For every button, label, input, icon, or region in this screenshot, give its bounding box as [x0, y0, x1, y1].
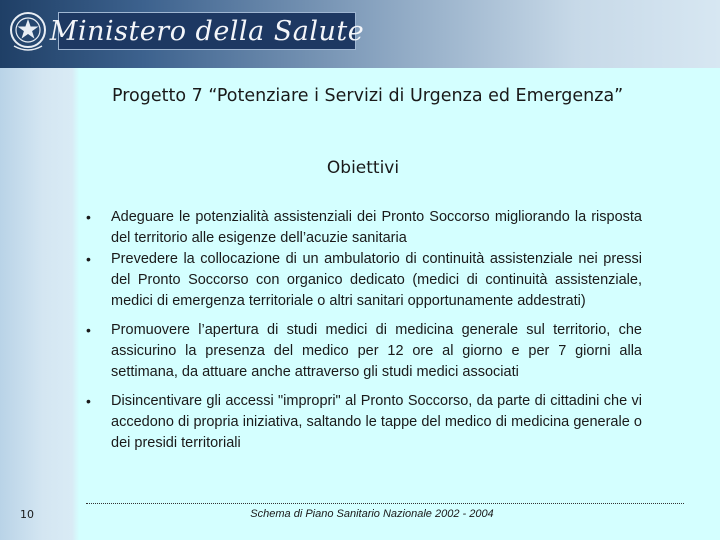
- slide-subtitle: [0, 158, 720, 178]
- list-item: [86, 249, 642, 312]
- bullet-icon: •: [86, 393, 91, 409]
- list-item-text: Adeguare le potenzialità assistenziali dei Pronto Soccorso migliorando la risposta del territorio alle esigenze dell’acuzie sanitaria: [111, 209, 642, 246]
- list-item: [86, 320, 642, 383]
- subtitle-text: Obiettivi: [326, 158, 400, 178]
- slide-title: Progetto 7 “Potenziare i Servizi di Urgenza ed Emergenza”: [112, 86, 624, 106]
- page-number: 10: [20, 508, 34, 521]
- footer-caption: Schema di Piano Sanitario Nazionale 2002 - 2004: [250, 508, 494, 520]
- bullet-icon: •: [86, 251, 91, 267]
- bullet-icon: •: [86, 209, 91, 225]
- ministry-logo-text: Ministero della Salute: [49, 15, 365, 47]
- list-item-text: Disincentivare gli accessi "impropri" al Pronto Soccorso, da parte di cittadini che vi accedono di propria iniziativa, saltando le tappe del medico di medicina generale o dei presidi territoriali: [111, 393, 642, 451]
- header-band: [0, 0, 720, 68]
- bullet-icon: •: [86, 322, 91, 338]
- list-item-text: Promuovere l’apertura di studi medici di medicina generale sul territorio, che assicurino la presenza del medico per 12 ore al giorno e per 7 giorni alla settimana, da attuare anche attraverso gli studi medici associati: [111, 322, 642, 380]
- list-item: [86, 207, 642, 249]
- footer-divider: [86, 503, 684, 504]
- objectives-list: [86, 207, 642, 454]
- ministry-logo: [49, 12, 365, 50]
- list-item: [86, 391, 642, 454]
- list-item-text: Prevedere la collocazione di un ambulatorio di continuità assistenziale nei pressi del Pronto Soccorso con organico dedicato (medici di continuità assistenziale, medici di emergenza territoriale o altri sanitari opportunamente addestrati): [111, 251, 642, 309]
- italian-republic-emblem-icon: [8, 8, 48, 56]
